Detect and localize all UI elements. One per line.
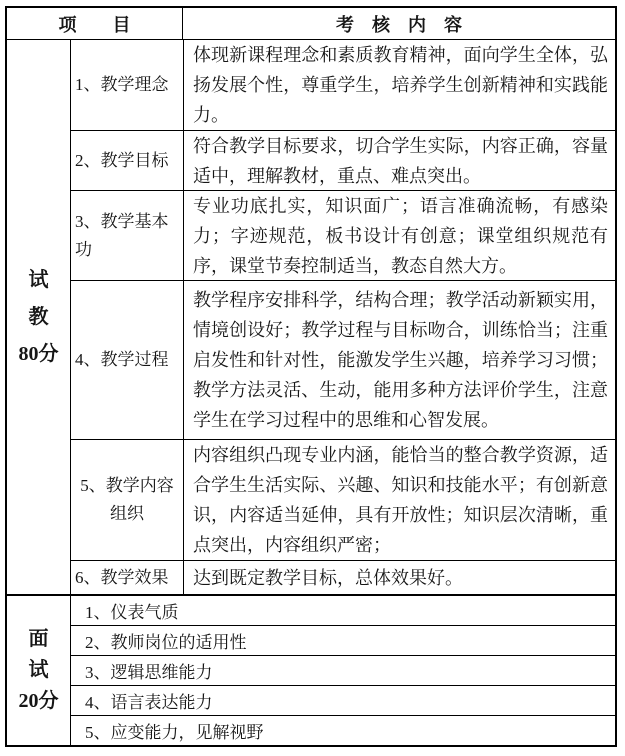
table-header-row bbox=[7, 8, 615, 40]
table-row bbox=[71, 131, 615, 191]
interview-score-cell bbox=[7, 596, 71, 745]
interview-rows bbox=[71, 596, 615, 745]
table-row bbox=[71, 440, 615, 561]
section-interview bbox=[7, 594, 615, 745]
content-cell: 符合教学目标要求，切合学生实际，内容正确，容量适中，理解教材，重点、难点突出。 bbox=[193, 135, 608, 186]
trial-teaching-rows bbox=[71, 40, 615, 594]
content-cell: 教学程序安排科学，结构合理；教学活动新颖实用，情境创设好；教学过程与目标吻合，训练恰当；注重启发性和针对性，能激发学生兴趣，培养学习习惯；教学方法灵活、生动，能用多种方法评价学生，注意学生在学习过程中的思维和心智发展。 bbox=[193, 290, 608, 430]
score-line: 面 bbox=[28, 628, 49, 650]
table-row: 4、语言表达能力 bbox=[71, 686, 615, 716]
item-cell: 3、教学基本功 bbox=[71, 191, 184, 280]
header-cell-item: 项 目 bbox=[7, 8, 183, 39]
table-row bbox=[71, 40, 615, 131]
table-row: 1、仪表气质 bbox=[71, 596, 615, 626]
item-cell: 6、教学效果 bbox=[71, 561, 184, 594]
score-line: 教 bbox=[28, 305, 49, 328]
score-line: 80分 bbox=[18, 342, 59, 365]
score-line: 试 bbox=[28, 659, 49, 681]
table-row: 5、应变能力，见解视野 bbox=[85, 723, 264, 742]
item-cell: 4、教学过程 bbox=[71, 281, 184, 439]
section-trial-teaching bbox=[7, 40, 615, 594]
item-cell: 2、教学目标 bbox=[71, 131, 184, 190]
score-line: 试 bbox=[28, 268, 49, 291]
table-row: 3、逻辑思维能力 bbox=[71, 656, 615, 686]
content-cell: 专业功底扎实，知识面广；语言准确流畅，有感染力；字迹规范，板书设计有创意；课堂组织规范有序，课堂节奏控制适当，教态自然大方。 bbox=[193, 195, 608, 276]
content-cell: 内容组织凸现专业内涵，能恰当的整合教学资源，适合学生生活实际、兴趣、知识和技能水平；有创新意识，内容适当延伸，具有开放性；知识层次清晰，重点突出，内容组织严密； bbox=[193, 445, 608, 555]
score-line: 20分 bbox=[18, 690, 59, 712]
content-cell: 达到既定教学目标，总体效果好。 bbox=[193, 567, 463, 588]
table-row bbox=[71, 281, 615, 440]
table-row: 2、教师岗位的适用性 bbox=[71, 626, 615, 656]
content-cell: 体现新课程理念和素质教育精神，面向学生全体，弘扬发展个性，尊重学生，培养学生创新精神和实践能力。 bbox=[193, 45, 608, 125]
table-row bbox=[71, 191, 615, 281]
item-cell: 1、教学理念 bbox=[71, 40, 184, 130]
trial-teaching-score-cell bbox=[7, 40, 71, 594]
item-cell: 5、教学内容组织 bbox=[71, 440, 184, 560]
evaluation-table bbox=[5, 6, 617, 747]
table-row bbox=[71, 561, 615, 594]
header-cell-assessment-content: 考 核 内 容 bbox=[336, 14, 462, 35]
